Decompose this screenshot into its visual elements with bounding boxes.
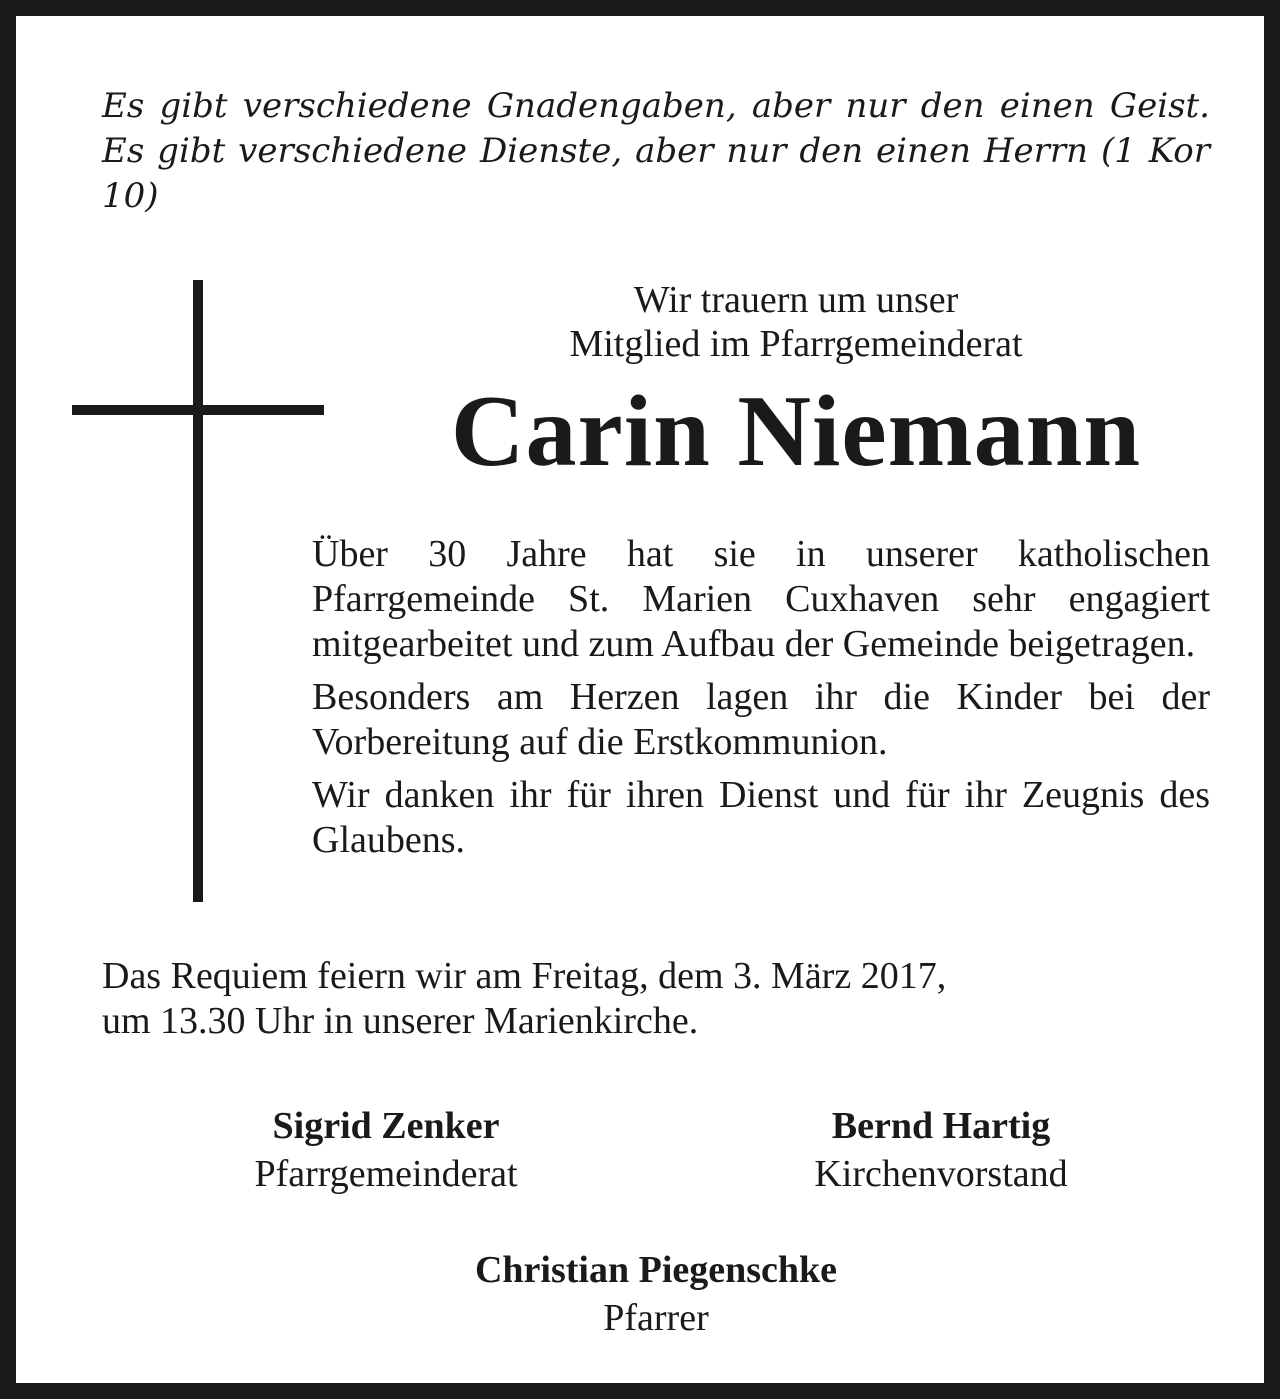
intro-line-1: Wir trauern um unser [633,279,959,321]
signer-name: Christian Piegenschke [474,1249,838,1291]
tribute-text [312,532,1210,871]
bible-quote: Es gibt verschiedene Gnadengaben, aber nur den einen Geist. Es gibt verschiedene Dienste, aber nur den einen Herrn (1 Kor 10) [102,86,1210,216]
signature-block [356,1246,956,1342]
signer-role: Kirchenvorstand [814,1153,1068,1195]
mourning-intro [412,278,1180,366]
intro-line-2: Mitglied im Pfarrgemeinderat [569,323,1023,365]
signer-role: Pfarrgemeinderat [254,1153,518,1195]
signer-name: Sigrid Zenker [272,1105,500,1147]
requiem-line-1: Das Requiem feiern wir am Freitag, dem 3. März 2017, [102,955,947,997]
cross-icon-crossbar [72,405,324,415]
signature-block [166,1102,606,1198]
signer-name: Bernd Hartig [831,1105,1051,1147]
requiem-line-2: um 13.30 Uhr in unserer Marienkirche. [102,1000,699,1042]
cross-icon [193,280,203,902]
signer-role: Pfarrer [603,1297,709,1339]
tribute-paragraph: Wir danken ihr für ihren Dienst und für ihr Zeugnis des Glaubens. [312,774,1210,861]
tribute-paragraph: Besonders am Herzen lagen ihr die Kinder bei der Vorbereitung auf die Erstkommunion. [312,676,1210,763]
tribute-paragraph: Über 30 Jahre hat sie in unserer katholischen Pfarrgemeinde St. Marien Cuxhaven sehr engagiert mitgearbeitet und zum Aufbau der Gemeinde beigetragen. [312,533,1210,665]
requiem-notice [102,954,1210,1044]
signature-block [721,1102,1161,1198]
deceased-name: Carin Niemann [450,375,1142,488]
